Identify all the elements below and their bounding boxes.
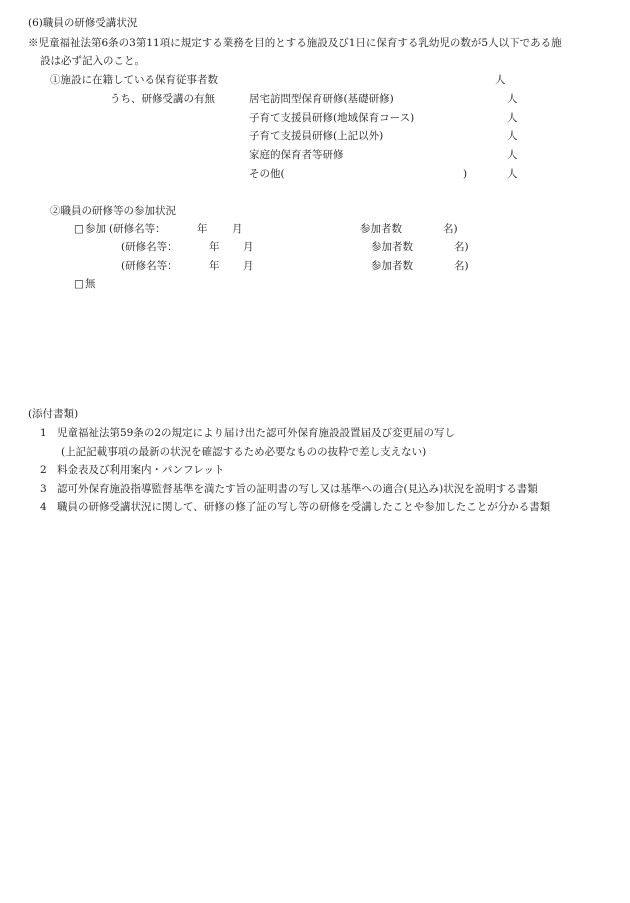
training-name-label: (研修名等： <box>109 223 166 235</box>
attend-label: 参加 <box>85 223 106 235</box>
training-breakdown-label: うち、研修受講の有無 <box>110 93 215 105</box>
attachment-item-note: (上記記載事項の最新の状況を確認するため必要なものの抜粋で差し支えない) <box>61 446 427 458</box>
attachment-number: 4 <box>40 501 47 513</box>
participant-count-unit: 名) <box>454 260 469 272</box>
none-checkbox[interactable]: □ <box>74 278 84 290</box>
training-item-label: 子育て支援員研修(上記以外) <box>249 130 384 142</box>
participation-label: ②職員の研修等の参加状況 <box>50 205 176 217</box>
training-year-label: 年 <box>209 241 220 253</box>
participant-count-unit: 名) <box>443 223 458 235</box>
note-line-1: ※児童福祉法第6条の3第11項に規定する業務を目的とする施設及び1日に保育する乳幼児の数が5人以下である施 <box>28 37 562 49</box>
training-item-unit: 人 <box>507 112 518 124</box>
attachments-title: (添付書類) <box>28 408 79 420</box>
participant-count-label: 参加者数 <box>371 260 413 272</box>
training-item-label: 子育て支援員研修(地域保育コース) <box>249 112 415 124</box>
training-month-label: 月 <box>232 223 243 235</box>
attachment-item: 料金表及び利用案内・パンフレット <box>57 464 225 476</box>
training-item-unit: 人 <box>507 168 518 180</box>
attachment-number: 2 <box>40 464 47 476</box>
training-year-label: 年 <box>197 223 208 235</box>
attend-checkbox[interactable]: □ <box>74 223 84 235</box>
training-month-label: 月 <box>243 241 254 253</box>
training-year-label: 年 <box>209 260 220 272</box>
attachment-item: 児童福祉法第59条の2の規定により届け出た認可外保育施設設置届及び変更届の写し <box>57 427 456 439</box>
none-label: 無 <box>85 278 96 290</box>
training-item-unit: 人 <box>507 149 518 161</box>
participant-count-label: 参加者数 <box>371 241 413 253</box>
training-item-unit: 人 <box>507 93 518 105</box>
participant-count-unit: 名) <box>454 241 469 253</box>
training-name-label: (研修名等： <box>121 260 178 272</box>
training-item-label: 居宅訪問型保育研修(基礎研修) <box>249 93 394 105</box>
training-item-unit: 人 <box>507 130 518 142</box>
attachment-item: 認可外保育施設指導監督基準を満たす旨の証明書の写し又は基準への適合(見込み)状況を説明する書類 <box>57 483 538 495</box>
note-line-2: 設は必ず記入のこと。 <box>40 55 145 67</box>
training-name-label: (研修名等： <box>121 241 178 253</box>
attachment-number: 1 <box>40 427 47 439</box>
staff-count-unit: 人 <box>495 74 506 86</box>
training-month-label: 月 <box>243 260 254 272</box>
training-item-label: その他( <box>249 168 285 180</box>
attachment-number: 3 <box>40 483 47 495</box>
training-item-label: 家庭的保育者等研修 <box>249 149 344 161</box>
section-title: (6)職員の研修受講状況 <box>28 17 138 29</box>
training-item-close-paren: ) <box>463 168 468 180</box>
staff-count-label: ①施設に在籍している保育従事者数 <box>50 74 218 86</box>
attachment-item: 職員の研修受講状況に関して、研修の修了証の写し等の研修を受講したことや参加したことが分かる書類 <box>57 501 551 513</box>
participant-count-label: 参加者数 <box>360 223 402 235</box>
